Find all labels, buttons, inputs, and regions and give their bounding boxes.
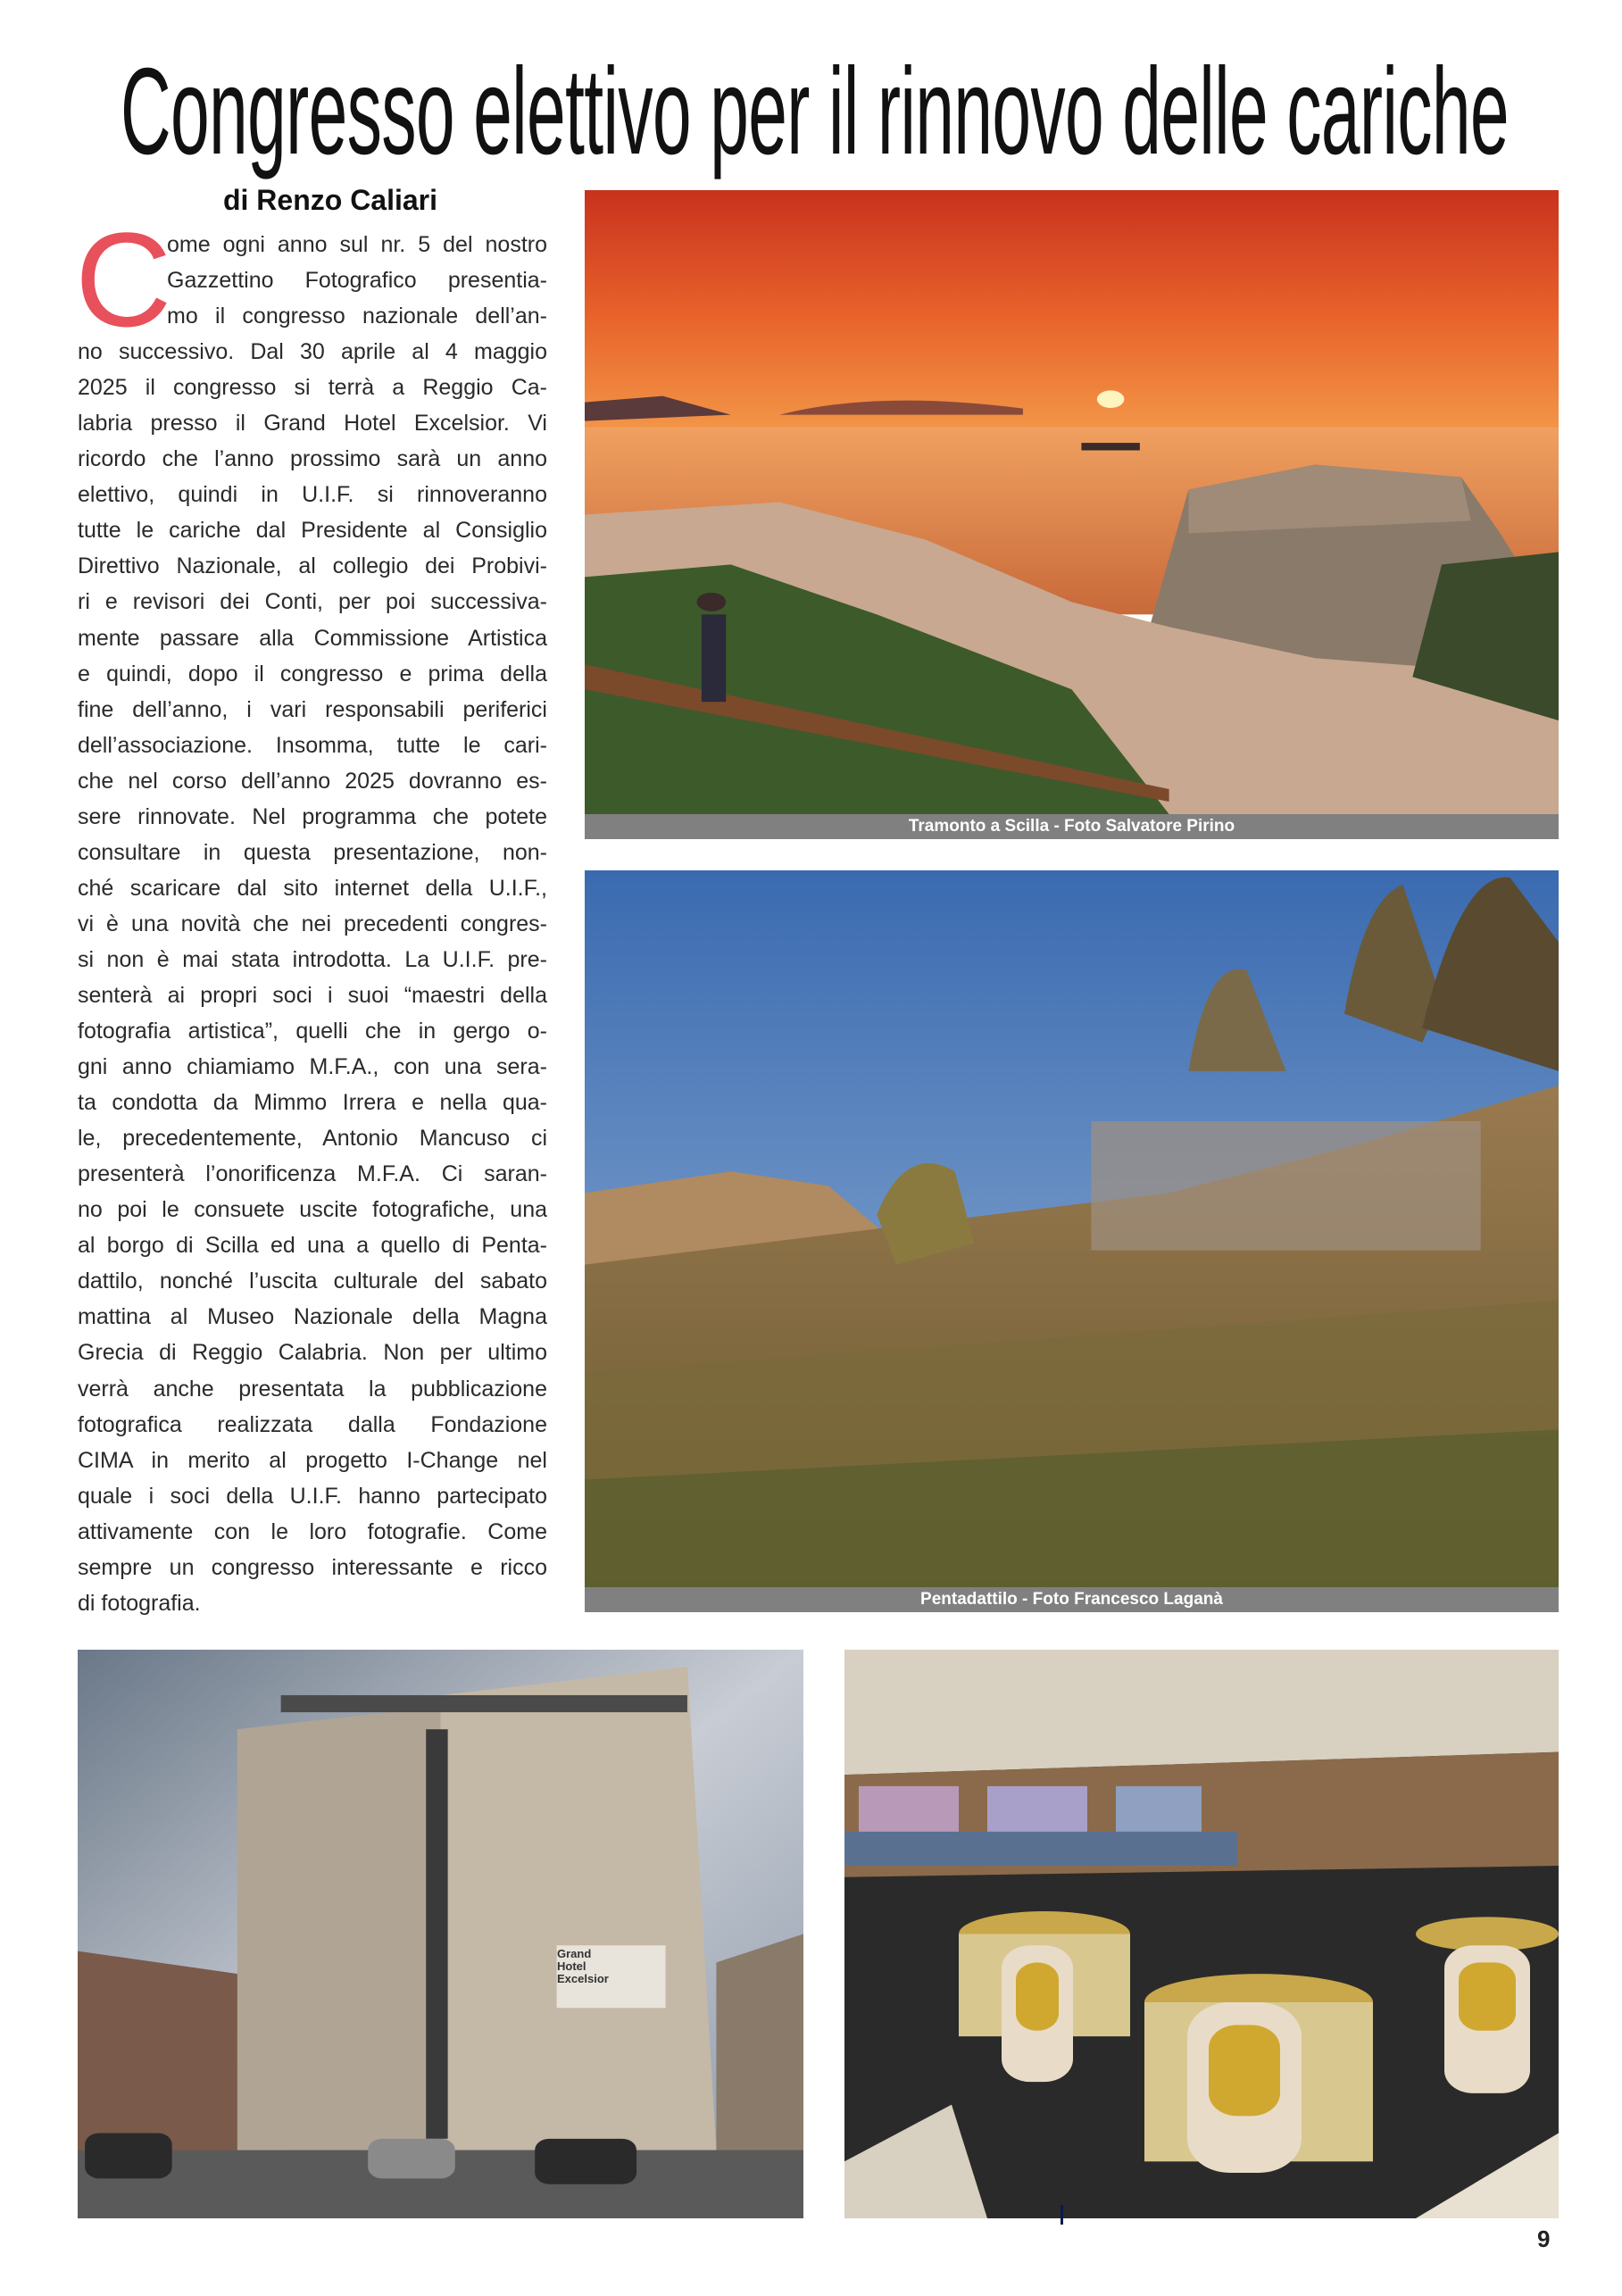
body-line: attivamente con le loro fotografie. Come [78,1518,547,1544]
hotel-sign: Grand Hotel Excelsior [557,1947,609,1985]
body-line: dattilo, nonché l’uscita culturale del sabato [78,1269,547,1294]
body-line: Grecia di Reggio Calabria. Non per ultimo [78,1340,547,1366]
body-line: verrà anche presentata la pubblicazione [78,1376,547,1402]
body-line: che nel corso dell’anno 2025 dovranno es- [78,768,547,794]
body-line: presenterà l’onorificenza M.F.A. Ci saran- [78,1161,547,1187]
body-line: ricordo che l’anno prossimo sarà un anno [78,446,547,472]
body-line: e quindi, dopo il congresso e prima della [78,661,547,686]
body-line: si non è mai stata introdotta. La U.I.F. pre- [78,946,547,972]
article-title: Congresso elettivo per il rinnovo delle cariche [121,43,1509,180]
body-line: quale i soci della U.I.F. hanno partecipato [78,1483,547,1509]
body-line: Direttivo Nazionale, al collegio dei Probivi- [78,553,547,579]
body-line: tutte le cariche dal Presidente al Consiglio [78,518,547,544]
body-line: 2025 il congresso si terrà a Reggio Ca- [78,375,547,401]
body-line: ché scaricare dal sito internet della U.I.F., [78,875,547,901]
center-mark [1061,2205,1063,2225]
photo-grand-hotel-excelsior [78,1650,803,2218]
body-line: le, precedentemente, Antonio Mancuso ci [78,1126,547,1152]
body-line: sempre un congresso interessante e ricco [78,1554,547,1580]
body-line: no poi le consuete uscite fotografiche, una [78,1197,547,1223]
body-line: sere rinnovate. Nel programma che potete [78,803,547,829]
page-number: 9 [1537,2225,1551,2252]
body-line: mo il congresso nazionale dell’an- [167,304,547,329]
photo-scilla-sunset [585,190,1559,814]
article-body [78,227,547,1621]
body-line: senterà ai propri soci i suoi “maestri della [78,982,547,1008]
body-line: consultare in questa presentazione, non- [78,839,547,865]
body-line: dell’associazione. Insomma, tutte le cari- [78,732,547,758]
body-line: elettivo, quindi in U.I.F. si rinnoveranno [78,482,547,508]
photo-caption-scilla: Tramonto a Scilla - Foto Salvatore Pirino [585,814,1559,839]
photo-restaurant-hall [844,1650,1559,2218]
body-line: labria presso il Grand Hotel Excelsior. Vi [78,411,547,437]
photo-pentadattilo [585,870,1559,1587]
drop-cap: C [75,204,172,354]
body-line: mattina al Museo Nazionale della Magna [78,1304,547,1330]
body-line: vi è una novità che nei precedenti congres- [78,911,547,936]
body-line: CIMA in merito al progetto I-Change nel [78,1447,547,1473]
body-line: ome ogni anno sul nr. 5 del nostro [167,232,547,257]
body-line: al borgo di Scilla ed una a quello di Penta- [78,1233,547,1259]
byline: di Renzo Caliari [222,184,438,216]
body-line: Gazzettino Fotografico presentia- [167,268,547,294]
body-line: di fotografia. [78,1590,201,1616]
body-line: gni anno chiamiamo M.F.A., con una sera- [78,1054,547,1080]
body-line: fotografia artistica”, quelli che in gergo o- [78,1019,547,1044]
body-line: fine dell’anno, i vari responsabili periferici [78,696,547,722]
body-line: ta condotta da Mimmo Irrera e nella qua- [78,1090,547,1116]
photo-caption-pentadattilo: Pentadattilo - Foto Francesco Laganà [585,1587,1559,1612]
body-line: no successivo. Dal 30 aprile al 4 maggio [78,339,547,365]
body-line: fotografica realizzata dalla Fondazione [78,1411,547,1437]
body-line: ri e revisori dei Conti, per poi successiva- [78,589,547,615]
body-line: mente passare alla Commissione Artistica [78,625,547,651]
